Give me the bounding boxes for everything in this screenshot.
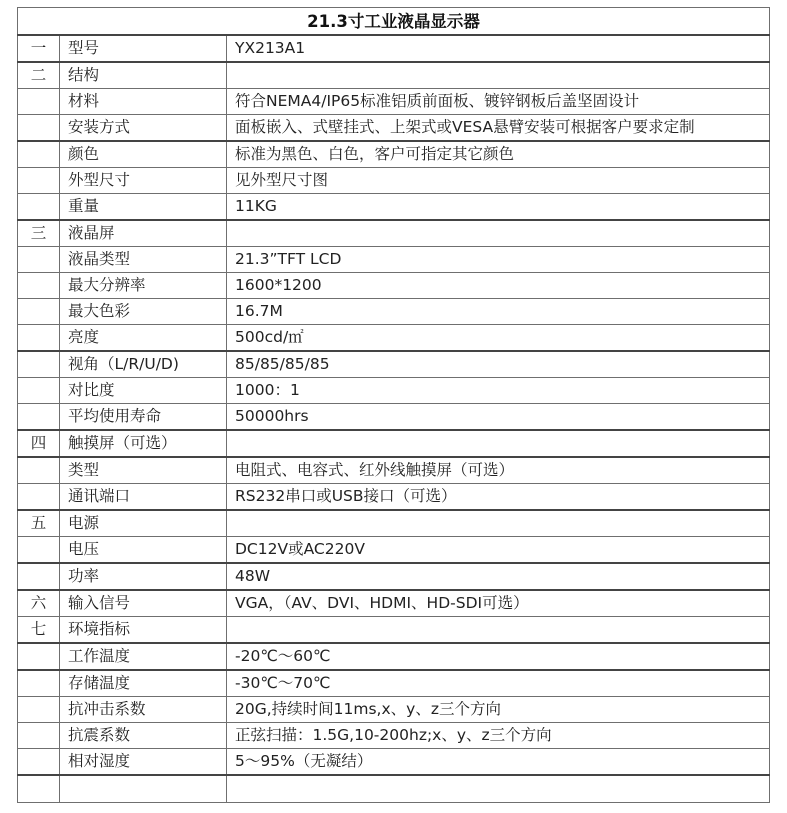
row-value: 标准为黑色、白色，客户可指定其它颜色 (227, 141, 770, 168)
row-value: 500cd/㎡ (227, 325, 770, 352)
row-number (18, 351, 60, 378)
row-number (18, 168, 60, 194)
row-number (18, 749, 60, 776)
row-value (227, 62, 770, 89)
row-value (227, 775, 770, 803)
row-label: 触摸屏（可选） (60, 430, 227, 457)
row-value: YX213A1 (227, 35, 770, 62)
table-row (18, 89, 770, 115)
table-row (18, 404, 770, 431)
row-label: 液晶类型 (60, 247, 227, 273)
row-number (18, 141, 60, 168)
table-row (18, 141, 770, 168)
table-row (18, 537, 770, 564)
row-value: 20G,持续时间11ms,x、y、z三个方向 (227, 697, 770, 723)
row-number: 二 (18, 62, 60, 89)
row-label: 环境指标 (60, 617, 227, 644)
row-label: 重量 (60, 194, 227, 221)
row-value: 见外型尺寸图 (227, 168, 770, 194)
row-label: 工作温度 (60, 643, 227, 670)
row-number (18, 457, 60, 484)
table-row (18, 697, 770, 723)
row-value: 50000hrs (227, 404, 770, 431)
table-row (18, 749, 770, 776)
table-row (18, 247, 770, 273)
spec-table-body (18, 8, 770, 803)
row-number: 六 (18, 590, 60, 617)
row-number: 三 (18, 220, 60, 247)
row-number (18, 484, 60, 511)
table-row (18, 35, 770, 62)
table-row (18, 563, 770, 590)
row-number (18, 537, 60, 564)
row-number (18, 775, 60, 803)
row-label: 抗震系数 (60, 723, 227, 749)
row-number (18, 194, 60, 221)
row-number: 四 (18, 430, 60, 457)
row-value: -20℃～60℃ (227, 643, 770, 670)
row-number (18, 89, 60, 115)
table-row (18, 775, 770, 803)
table-row (18, 325, 770, 352)
row-label: 结构 (60, 62, 227, 89)
row-label: 外型尺寸 (60, 168, 227, 194)
row-number (18, 404, 60, 431)
row-label: 型号 (60, 35, 227, 62)
row-label: 通讯端口 (60, 484, 227, 511)
table-row (18, 723, 770, 749)
table-row (18, 670, 770, 697)
row-label: 颜色 (60, 141, 227, 168)
row-number (18, 643, 60, 670)
table-row (18, 590, 770, 617)
row-label: 相对湿度 (60, 749, 227, 776)
table-row (18, 194, 770, 221)
row-label: 对比度 (60, 378, 227, 404)
table-row (18, 115, 770, 142)
row-value: 85/85/85/85 (227, 351, 770, 378)
table-row (18, 299, 770, 325)
row-number (18, 247, 60, 273)
row-value: -30℃～70℃ (227, 670, 770, 697)
row-value: 面板嵌入、式壁挂式、上架式或VESA悬臂安装可根据客户要求定制 (227, 115, 770, 142)
row-value (227, 617, 770, 644)
row-value: 电阻式、电容式、红外线触摸屏（可选） (227, 457, 770, 484)
row-value: VGA，（AV、DVI、HDMI、HD-SDI可选） (227, 590, 770, 617)
table-row (18, 430, 770, 457)
row-value: 1000：1 (227, 378, 770, 404)
row-number (18, 299, 60, 325)
row-number (18, 723, 60, 749)
row-label: 电源 (60, 510, 227, 537)
row-label: 最大分辨率 (60, 273, 227, 299)
row-label: 存储温度 (60, 670, 227, 697)
table-row (18, 378, 770, 404)
row-value: 符合NEMA4/IP65标准铝质前面板、镀锌钢板后盖坚固设计 (227, 89, 770, 115)
row-label: 安装方式 (60, 115, 227, 142)
row-number (18, 697, 60, 723)
row-number: 七 (18, 617, 60, 644)
row-number (18, 325, 60, 352)
row-value: 11KG (227, 194, 770, 221)
row-number (18, 115, 60, 142)
row-value: 48W (227, 563, 770, 590)
row-label: 电压 (60, 537, 227, 564)
title-row (18, 8, 770, 36)
row-label: 液晶屏 (60, 220, 227, 247)
row-value: 1600*1200 (227, 273, 770, 299)
row-value: DC12V或AC220V (227, 537, 770, 564)
row-value: RS232串口或USB接口（可选） (227, 484, 770, 511)
row-label (60, 775, 227, 803)
table-row (18, 484, 770, 511)
row-value: 5～95%（无凝结） (227, 749, 770, 776)
row-value (227, 510, 770, 537)
row-value: 正弦扫描：1.5G,10-200hz;x、y、z三个方向 (227, 723, 770, 749)
row-number: 一 (18, 35, 60, 62)
row-label: 类型 (60, 457, 227, 484)
table-row (18, 168, 770, 194)
table-row (18, 351, 770, 378)
row-label: 材料 (60, 89, 227, 115)
row-number (18, 670, 60, 697)
table-row (18, 457, 770, 484)
table-title: 21.3寸工业液晶显示器 (18, 8, 770, 36)
row-value (227, 430, 770, 457)
table-row (18, 617, 770, 644)
row-number (18, 273, 60, 299)
row-number: 五 (18, 510, 60, 537)
row-number (18, 378, 60, 404)
table-row (18, 510, 770, 537)
row-number (18, 563, 60, 590)
table-row (18, 62, 770, 89)
row-label: 功率 (60, 563, 227, 590)
row-value: 16.7M (227, 299, 770, 325)
row-label: 最大色彩 (60, 299, 227, 325)
row-label: 亮度 (60, 325, 227, 352)
row-label: 输入信号 (60, 590, 227, 617)
table-row (18, 643, 770, 670)
table-row (18, 273, 770, 299)
spec-table (17, 7, 770, 803)
row-label: 平均使用寿命 (60, 404, 227, 431)
row-value (227, 220, 770, 247)
table-row (18, 220, 770, 247)
row-value: 21.3”TFT LCD (227, 247, 770, 273)
row-label: 抗冲击系数 (60, 697, 227, 723)
row-label: 视角（L/R/U/D) (60, 351, 227, 378)
